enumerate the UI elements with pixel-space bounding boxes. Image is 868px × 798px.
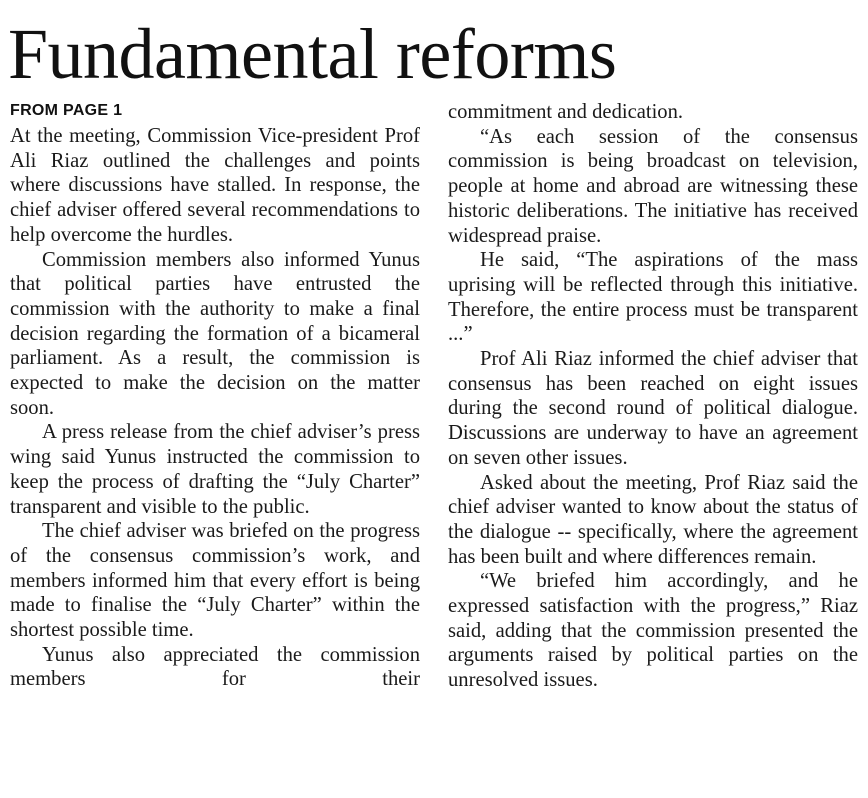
paragraph: Prof Ali Riaz informed the chief adviser that consensus has been reached on eight issues during the second round of political dialogue. Discussions are underway to have an agreement on seven other issues.: [448, 348, 858, 469]
paragraph: Asked about the meeting, Prof Riaz said the chief adviser wanted to know about the status of the dialogue -- specifically, where the agreement has been built and where differences remain.: [448, 471, 858, 568]
paragraph-continued: commitment and dedication.: [448, 101, 684, 123]
paragraph: A press release from the chief adviser’s press wing said Yunus instructed the commission to keep the process of drafting the “July Charter” transparent and visible to the public.: [10, 421, 420, 518]
paragraph: Yunus also appreciated the commission members for their: [10, 643, 420, 691]
paragraph: The chief adviser was briefed on the progress of the consensus commission’s work, and members informed him that every effort is being made to finalise the “July Charter” within the shortest possible time.: [10, 520, 420, 642]
jump-kicker: FROM PAGE 1: [10, 102, 123, 119]
paragraph: “As each session of the consensus commission is being broadcast on television, people at home and abroad are witnessing these historic deliberations. The initiative has received widespread praise.: [448, 125, 858, 247]
paragraph: “We briefed him accordingly, and he expressed satisfaction with the progress,” Riaz said, adding that the commission presented the arguments raised by political parties on the unresolved issues.: [448, 570, 858, 692]
right-column: [448, 100, 858, 693]
headline: Fundamental reforms: [8, 14, 617, 94]
paragraph: Commission members also informed Yunus that political parties have entrusted the commission with the authority to make a final decision regarding the formation of a bicameral parliament. As a result, the commission is expected to make the decision on the matter soon.: [10, 248, 420, 419]
paragraph: He said, “The aspirations of the mass uprising will be reflected through this initiative. Therefore, the entire process must be transparent ...”: [448, 249, 858, 346]
left-column: [10, 100, 420, 692]
paragraph: At the meeting, Commission Vice-president Prof Ali Riaz outlined the challenges and points where discussions have stalled. In response, the chief adviser offered several recommendations to help overcome the hurdles.: [10, 125, 420, 246]
